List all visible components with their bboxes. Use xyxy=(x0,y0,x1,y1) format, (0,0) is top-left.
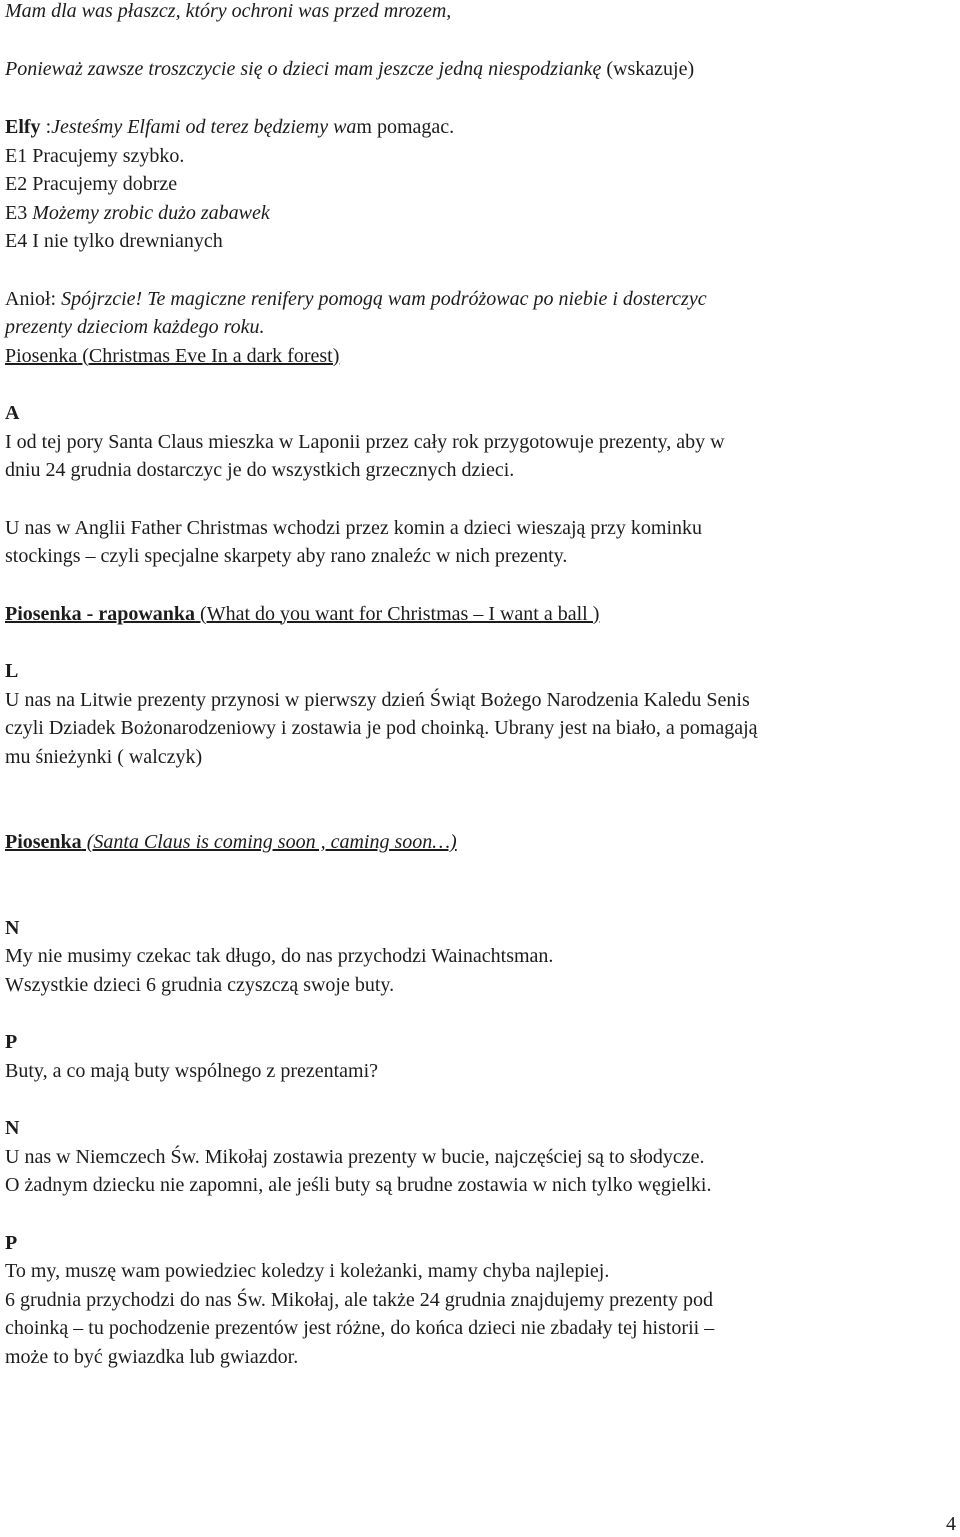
text-line: prezenty dzieciom każdego roku. xyxy=(5,316,265,338)
song-label: Piosenka xyxy=(5,344,78,367)
text-line: Wszystkie dzieci 6 grudnia czyszczą swoje buty. xyxy=(5,973,395,996)
song-title: (Santa Claus is coming soon , caming soon…) xyxy=(81,831,457,853)
text-span: : xyxy=(40,116,52,138)
speaker-label: E2 xyxy=(5,173,28,195)
text-line: dniu 24 grudnia dostarczyc je do wszystkich grzecznych dzieci. xyxy=(5,459,515,481)
text-line: 6 grudnia przychodzi do nas Św. Mikołaj, ale także 24 grudnia znajdujemy prezenty pod xyxy=(5,1288,713,1311)
elfy-line xyxy=(5,113,955,142)
song-title: (What do you want for Christmas – I want a ball ) xyxy=(195,602,600,625)
text-line: U nas w Niemczech Św. Mikołaj zostawia prezenty w bucie, najczęściej są to słodycze. xyxy=(5,1145,705,1168)
text-span: Spójrzcie! Te magiczne renifery pomogą wam podróżowac po niebie i dosterczyc xyxy=(61,287,707,310)
speaker-label: Anioł: xyxy=(5,287,62,310)
text-line: To my, muszę wam powiedziec koledzy i koleżanki, mamy chyba najlepiej. xyxy=(5,1260,610,1282)
song-label: Piosenka xyxy=(5,831,82,853)
text-span: Jesteśmy Elfami od terez będziemy wa xyxy=(51,116,357,138)
e3-line xyxy=(5,199,955,228)
speaker-label: P xyxy=(5,1231,18,1254)
text-line: U nas na Litwie prezenty przynosi w pierwszy dzień Świąt Bożego Narodzenia Kaledu Senis xyxy=(5,688,750,711)
text-line: I od tej pory Santa Claus mieszka w Laponii przez cały rok przygotowuje prezenty, aby w xyxy=(5,430,725,453)
text-line: czyli Dziadek Bożonarodzeniowy i zostawia je pod choinką. Ubrany jest na biało, a pomagają xyxy=(5,717,758,739)
speaker-label: N xyxy=(5,916,20,939)
e4-line xyxy=(5,227,955,256)
e2-line xyxy=(5,170,955,199)
speaker-label: L xyxy=(5,660,19,682)
speaker-label: N xyxy=(5,1117,20,1139)
text-line: O żadnym dziecku nie zapomni, ale jeśli buty są brudne zostawia w nich tylko węgielki. xyxy=(5,1174,712,1196)
text-line: stockings – czyli specjalne skarpety aby rano znaleźc w nich prezenty. xyxy=(5,545,568,567)
speaker-label: E3 xyxy=(5,201,28,224)
speaker-label: E4 xyxy=(5,230,28,252)
text-line: My nie musimy czekac tak długo, do nas przychodzi Wainachtsman. xyxy=(5,945,554,967)
text-span: I nie tylko drewnianych xyxy=(27,230,223,252)
text-span: Pracujemy szybko. xyxy=(27,144,185,167)
document-page xyxy=(5,0,955,1371)
song-heading xyxy=(5,828,955,857)
e1-line xyxy=(5,142,955,171)
song-title: (Christmas Eve In a dark forest) xyxy=(77,344,340,367)
song-label: Piosenka - rapowanka xyxy=(5,602,196,625)
text-line xyxy=(5,55,955,84)
speaker-label: A xyxy=(5,402,20,424)
text-span: Ponieważ zawsze troszczycie się o dzieci mam jeszcze jedną niespodziankę xyxy=(5,57,602,80)
text-line: choinką – tu pochodzenie prezentów jest różne, do końca dzieci nie zbadały tej historii – xyxy=(5,1317,715,1339)
page-number: 4 xyxy=(946,1513,956,1535)
text-line: mu śnieżynki ( walczyk) xyxy=(5,745,203,768)
text-line: może to być gwiazdka lub gwiazdor. xyxy=(5,1345,299,1368)
text-span: (wskazuje) xyxy=(601,57,695,80)
text-span: Pracujemy dobrze xyxy=(27,173,178,195)
text-line: U nas w Anglii Father Christmas wchodzi przez komin a dzieci wieszają przy kominku xyxy=(5,516,703,539)
text-line: Mam dla was płaszcz, który ochroni was przed mrozem, xyxy=(5,0,452,22)
text-span: Możemy zrobic dużo zabawek xyxy=(27,201,270,224)
song-heading xyxy=(5,600,955,629)
speaker-label: E1 xyxy=(5,144,28,167)
speaker-label: P xyxy=(5,1031,18,1053)
text-line: Buty, a co mają buty wspólnego z prezentami? xyxy=(5,1059,379,1082)
aniol-line xyxy=(5,285,955,314)
speaker-label: Elfy xyxy=(5,116,41,138)
song-heading xyxy=(5,342,955,371)
text-span: m pomagac. xyxy=(356,116,455,138)
